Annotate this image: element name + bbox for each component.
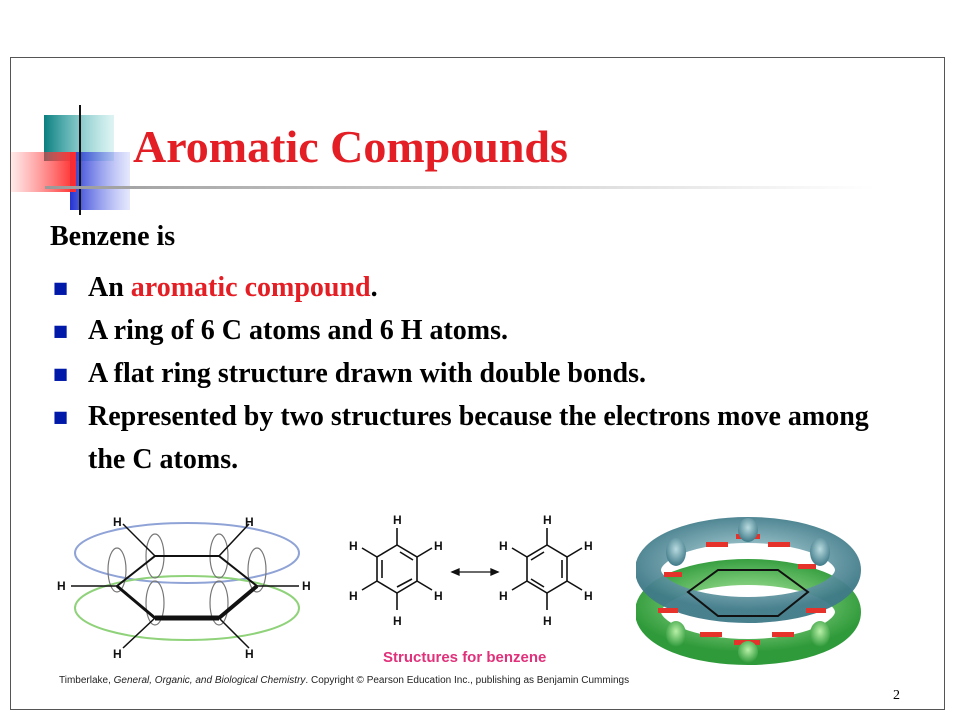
kekule-structures [340, 510, 610, 640]
atom-label: H [113, 647, 122, 661]
electron-cloud-model [636, 512, 861, 667]
atom-label: H [393, 614, 402, 628]
bullet-list [50, 266, 910, 481]
atom-label: H [57, 579, 66, 593]
atom-label: H [302, 579, 311, 593]
resonance-arrow-icon [452, 569, 498, 575]
bullet-item: ■ A ring of 6 C atoms and 6 H atoms. [50, 309, 910, 352]
atom-label: H [584, 589, 593, 603]
title-underline [45, 186, 875, 189]
kekule-structure-right [512, 528, 582, 610]
atom-label: H [349, 589, 358, 603]
atom-label: H [393, 513, 402, 527]
highlight-text: aromatic compound [130, 272, 371, 303]
bullet-item: ■ An aromatic compound. [50, 266, 910, 309]
square-bullet-icon: ■ [53, 321, 69, 340]
atom-label: H [543, 614, 552, 628]
square-bullet-icon: ■ [53, 278, 69, 297]
atom-label: H [434, 539, 443, 553]
title-decoration [10, 100, 140, 220]
bullet-item: ■ Represented by two structures because the electrons move among the C atoms. [50, 395, 910, 481]
atom-label: H [499, 539, 508, 553]
copyright-credit: Timberlake, General, Organic, and Biological Chemistry. Copyright © Pearson Education Inc., publishing as Benjamin Cummings [59, 675, 630, 686]
intro-text: Benzene is [50, 221, 176, 252]
square-bullet-icon: ■ [53, 364, 69, 383]
figure-caption: Structures for benzene [383, 649, 547, 666]
atom-label: H [113, 515, 122, 529]
square-bullet-icon: ■ [53, 407, 69, 426]
atom-label: H [584, 539, 593, 553]
atom-label: H [499, 589, 508, 603]
orbital-diagram [55, 508, 320, 668]
atom-label: H [349, 539, 358, 553]
slide-title: Aromatic Compounds [133, 121, 568, 172]
atom-label: H [434, 589, 443, 603]
atom-label: H [543, 513, 552, 527]
kekule-structure-left [362, 528, 432, 610]
bullet-item: ■ A flat ring structure drawn with double bonds. [50, 352, 910, 395]
atom-label: H [245, 647, 254, 661]
atom-label: H [245, 515, 254, 529]
page-number: 2 [893, 688, 900, 703]
